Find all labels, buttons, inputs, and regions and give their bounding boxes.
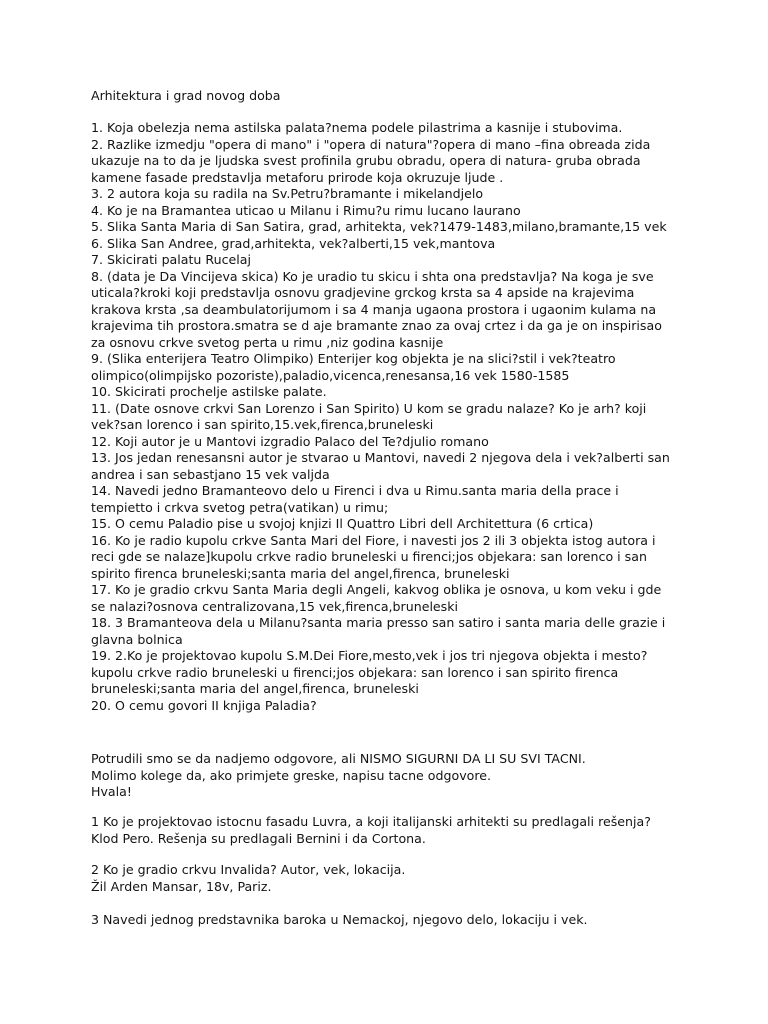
question-line: krakova krsta ,sa deambulatorijumom i sa 4 manja ugaona prostora i ugaonim kulama na (91, 301, 657, 317)
question-line: kamene fasade predstavlja metaforu prirode koja okruzuje ljude . (91, 169, 504, 185)
question-line: reci gde se nalaze]kupolu crkve radio bruneleski u firenci;jos objekara: san lorenco i san (91, 549, 647, 564)
question-line: se nalazi?osnova centralizovana,15 vek,firenca,bruneleski (91, 598, 459, 614)
extra-question-line: 2 Ko je gradio crkvu Invalida? Autor, vek, lokacija. (91, 862, 406, 877)
extra-question-2 (91, 862, 763, 895)
question-line: 6. Slika San Andree, grad,arhitekta, vek?alberti,15 vek,mantova (91, 235, 496, 251)
note-line: Molimo kolege da, ako primjete greske, napisu tacne odgovore. (91, 767, 492, 783)
question-line: 11. (Date osnove crkvi San Lorenzo i San Spirito) U kom se gradu nalaze? Ko je arh? koji (91, 400, 647, 416)
extra-question-line: 1 Ko je projektovao istocnu fasadu Luvra, a koji italijanski arhitekti su predlagali rešenja? (91, 814, 651, 829)
question-line: 18. 3 Bramanteova dela u Milanu?santa maria presso san satiro i santa maria delle grazie i (91, 615, 666, 630)
question-line: 19. 2.Ko je projektovao kupolu S.M.Dei Fiore,mesto,vek i jos tri njegova objekta i mesto? (91, 648, 648, 663)
extra-question-3 (91, 912, 763, 929)
question-line: spirito firenca bruneleski;santa maria del angel,firenca, bruneleski (91, 565, 510, 581)
document-title (91, 88, 763, 105)
question-line: 7. Skicirati palatu Rucelaj (91, 252, 251, 267)
question-line: 16. Ko je radio kupolu crkve Santa Mari del Fiore, i navesti jos 2 ili 3 objekta istog autora i (91, 532, 656, 548)
extra-question-1 (91, 814, 763, 847)
question-line: 20. O cemu govori II knjiga Paladia? (91, 697, 317, 713)
question-line: 15. O cemu Paladio pise u svojoj knjizi Il Quattro Libri dell Architettura (6 crtica) (91, 516, 594, 531)
question-line: 13. Jos jedan renesansni autor je stvarao u Mantovi, navedi 2 njegova dela i vek?alberti san (91, 450, 670, 465)
question-line: kupolu crkve radio bruneleski u firenci;jos objekara: san lorenco i san spirito firenca (91, 664, 619, 680)
question-line: 2. Razlike izmedju "opera di mano" i "opera di natura"?opera di mano –fina obreada zida (91, 136, 651, 152)
question-line: vek?san lorenco i san spirito,15.vek,firenca,bruneleski (91, 417, 434, 432)
extra-question-line: 3 Navedi jednog predstavnika baroka u Nemackoj, njegovo delo, lokaciju i vek. (91, 912, 588, 927)
extra-question-line: Klod Pero. Rešenja su predlagali Bernini i da Cortona. (91, 830, 426, 846)
disclaimer-note (91, 751, 763, 801)
extra-question-line: Žil Arden Mansar, 18v, Pariz. (91, 878, 272, 894)
question-line: 9. (Slika enterijera Teatro Olimpiko) Enterijer kog objekta je na slici?stil i vek?teatro (91, 351, 616, 366)
question-line: za osnovu crkve svetog perta u rimu ,niz godina kasnije (91, 334, 444, 350)
question-line: tempietto i crkva svetog petra(vatikan) u rimu; (91, 499, 389, 515)
question-line: 3. 2 autora koja su radila na Sv.Petru?bramante i mikelandjelo (91, 186, 484, 201)
question-line: 8. (data je Da Vincijeva skica) Ko je uradio tu skicu i shta ona predstavlja? Na koga je sve (91, 268, 654, 284)
question-line: andrea i san sebastjano 15 vek valjda (91, 466, 330, 482)
question-line: 14. Navedi jedno Bramanteovo delo u Firenci i dva u Rimu.santa maria della prace i (91, 483, 619, 498)
question-line: 5. Slika Santa Maria di San Satira, grad, arhitekta, vek?1479-1483,milano,bramante,15 vek (91, 219, 667, 234)
question-line: 4. Ko je na Bramantea uticao u Milanu i Rimu?u rimu lucano laurano (91, 202, 521, 218)
question-line: bruneleski;santa maria del angel,firenca, bruneleski (91, 681, 419, 696)
note-line: Hvala! (91, 784, 132, 799)
question-line: krajevima tih prostora.smatra se d aje bramante znao za ovaj crtez i da ga je on inspirisao (91, 318, 662, 333)
question-line: 10. Skicirati prochelje astilske palate. (91, 384, 327, 399)
question-line: olimpico(olimpijsko pozoriste),paladio,vicenca,renesansa,16 vek 1580-1585 (91, 367, 570, 383)
question-line: ukazuje na to da je ljudska svest profinila grubu obradu, opera di natura- gruba obrada (91, 153, 641, 168)
question-line: 1. Koja obelezja nema astilska palata?nema podele pilastrima a kasnije i stubovima. (91, 120, 623, 135)
question-line: 12. Koji autor je u Mantovi izgradio Palaco del Te?djulio romano (91, 433, 489, 449)
question-line: uticala?kroki koji predstavlja osnovu gradjevine grckog krsta sa 4 apside na krajevima (91, 285, 635, 300)
title-line: Arhitektura i grad novog doba (91, 88, 281, 103)
question-line: glavna bolnica (91, 631, 183, 647)
note-line: Potrudili smo se da nadjemo odgovore, ali NISMO SIGURNI DA LI SU SVI TACNI. (91, 751, 586, 766)
question-list (91, 120, 763, 714)
question-line: 17. Ko je gradio crkvu Santa Maria degli Angeli, kakvog oblika je osnova, u kom veku i gde (91, 582, 662, 597)
